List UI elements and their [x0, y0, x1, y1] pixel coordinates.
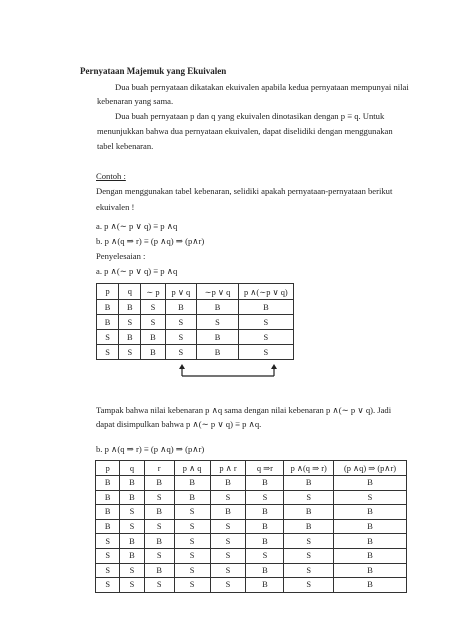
- table-cell: S: [197, 315, 238, 330]
- table-cell: S: [96, 563, 120, 578]
- table-cell: B: [141, 345, 165, 360]
- table-cell: S: [284, 534, 334, 549]
- table-cell: B: [120, 490, 144, 505]
- table-cell: B: [334, 505, 407, 520]
- table-cell: S: [120, 505, 144, 520]
- table-cell: S: [144, 578, 174, 593]
- paragraph-2-line-1: Dua buah pernyataan p dan q yang ekuivalen dinotasikan dengan p ≡ q. Untuk: [115, 111, 385, 121]
- table-cell: S: [144, 548, 174, 563]
- table-cell: S: [284, 490, 334, 505]
- table-cell: S: [96, 534, 120, 549]
- table-cell: B: [96, 505, 120, 520]
- table-header-row: [97, 284, 294, 300]
- table-header-cell: p: [97, 284, 119, 300]
- table-cell: S: [334, 490, 407, 505]
- table-cell: B: [197, 300, 238, 315]
- table-cell: B: [210, 505, 246, 520]
- table-row: [96, 519, 407, 534]
- table-cell: S: [119, 345, 141, 360]
- table-row: [96, 563, 407, 578]
- table-header-cell: ∼p ∨ q: [197, 284, 238, 300]
- table-header-cell: p ∧(∼p ∨ q): [238, 284, 293, 300]
- table-cell: B: [334, 563, 407, 578]
- table-cell: S: [141, 300, 165, 315]
- table-header-row: [96, 461, 407, 476]
- truth-table-b: [95, 460, 407, 593]
- table-cell: S: [165, 330, 197, 345]
- table-cell: B: [284, 519, 334, 534]
- table-cell: S: [284, 563, 334, 578]
- table-cell: B: [97, 315, 119, 330]
- table-header-cell: r: [144, 461, 174, 476]
- table-cell: B: [120, 476, 144, 491]
- table-cell: B: [334, 519, 407, 534]
- table-cell: S: [238, 345, 293, 360]
- table-row: [96, 548, 407, 563]
- table-header-cell: p: [96, 461, 120, 476]
- table-cell: B: [141, 330, 165, 345]
- table-cell: B: [197, 330, 238, 345]
- table-row: [97, 330, 294, 345]
- table-cell: B: [334, 548, 407, 563]
- paragraph-2-line-2: menunjukkan bahwa dua pernyataan ekuivalen, dapat diselidiki dengan menggunakan: [97, 126, 393, 136]
- table-cell: B: [334, 476, 407, 491]
- table-cell: B: [96, 519, 120, 534]
- table-cell: S: [210, 519, 246, 534]
- table-cell: B: [144, 563, 174, 578]
- table-row: [96, 476, 407, 491]
- table-cell: S: [284, 578, 334, 593]
- example-intro-line-2: ekuivalen !: [96, 202, 135, 212]
- table-cell: B: [246, 519, 284, 534]
- table-cell: S: [246, 490, 284, 505]
- table-cell: B: [246, 534, 284, 549]
- table-cell: S: [174, 534, 210, 549]
- example-item-b: b. p ∧(q ⇒ r) ≡ (p ∧q) ⇒ (p∧r): [96, 236, 205, 246]
- table-row: [96, 534, 407, 549]
- table-cell: B: [119, 300, 141, 315]
- table-cell: B: [119, 330, 141, 345]
- table-cell: B: [144, 505, 174, 520]
- table-cell: B: [197, 345, 238, 360]
- table-header-cell: q ⇒r: [246, 461, 284, 476]
- table-cell: B: [284, 476, 334, 491]
- table-cell: S: [210, 548, 246, 563]
- table-cell: S: [97, 345, 119, 360]
- table-row: [96, 490, 407, 505]
- table-row: [97, 300, 294, 315]
- table-cell: S: [96, 548, 120, 563]
- table-cell: B: [144, 534, 174, 549]
- table-header-cell: ∼ p: [141, 284, 165, 300]
- table-cell: B: [246, 578, 284, 593]
- solution-a-statement: a. p ∧(∼ p ∨ q) ≡ p ∧q: [96, 266, 178, 276]
- table-cell: S: [174, 519, 210, 534]
- table-cell: B: [246, 505, 284, 520]
- table-cell: B: [96, 490, 120, 505]
- table-cell: B: [144, 476, 174, 491]
- table-cell: B: [165, 300, 197, 315]
- table-cell: S: [210, 563, 246, 578]
- table-cell: S: [165, 315, 197, 330]
- table-cell: B: [120, 548, 144, 563]
- example-item-a: a. p ∧(∼ p ∨ q) ≡ p ∧q: [96, 221, 178, 231]
- table-header-cell: q: [120, 461, 144, 476]
- table-cell: S: [210, 534, 246, 549]
- table-cell: S: [144, 519, 174, 534]
- example-intro-line-1: Dengan menggunakan tabel kebenaran, selidiki apakah pernyataan-pernyataan berikut: [96, 186, 393, 196]
- table-header-cell: q: [119, 284, 141, 300]
- table-cell: S: [174, 548, 210, 563]
- table-cell: S: [141, 315, 165, 330]
- table-cell: B: [284, 505, 334, 520]
- conclusion-line-1: Tampak bahwa nilai kebenaran p ∧q sama dengan nilai kebenaran p ∧(∼ p ∨ q). Jadi: [96, 405, 392, 415]
- table-header-cell: p ∧ q: [174, 461, 210, 476]
- comparison-arrow-icon: [178, 364, 278, 378]
- table-cell: S: [97, 330, 119, 345]
- section-title: Pernyataan Majemuk yang Ekuivalen: [80, 66, 227, 76]
- paragraph-1-line-1: Dua buah pernyataan dikatakan ekuivalen apabila kedua pernyataan mempunyai nilai: [115, 82, 409, 92]
- table-cell: S: [96, 578, 120, 593]
- table-cell: S: [238, 330, 293, 345]
- table-cell: S: [284, 548, 334, 563]
- table-cell: S: [120, 563, 144, 578]
- paragraph-2-line-3: tabel kebenaran.: [97, 141, 154, 151]
- table-row: [96, 578, 407, 593]
- table-cell: B: [120, 534, 144, 549]
- table-cell: S: [120, 519, 144, 534]
- table-cell: S: [174, 563, 210, 578]
- table-cell: B: [174, 490, 210, 505]
- table-cell: S: [165, 345, 197, 360]
- table-header-cell: (p ∧q) ⇒ (p∧r): [334, 461, 407, 476]
- table-header-cell: p ∧ r: [210, 461, 246, 476]
- table-row: [97, 345, 294, 360]
- table-header-cell: p ∧(q ⇒ r): [284, 461, 334, 476]
- table-cell: B: [246, 476, 284, 491]
- table-cell: B: [334, 578, 407, 593]
- table-cell: S: [210, 578, 246, 593]
- table-row: [97, 315, 294, 330]
- table-cell: S: [246, 548, 284, 563]
- table-cell: S: [119, 315, 141, 330]
- table-cell: S: [174, 578, 210, 593]
- table-row: [96, 505, 407, 520]
- table-cell: S: [144, 490, 174, 505]
- truth-table-a: [96, 283, 294, 360]
- table-cell: B: [96, 476, 120, 491]
- table-cell: S: [174, 505, 210, 520]
- paragraph-1-line-2: kebenaran yang sama.: [97, 96, 174, 106]
- table-cell: B: [210, 476, 246, 491]
- table-cell: B: [238, 300, 293, 315]
- table-cell: B: [174, 476, 210, 491]
- table-cell: B: [246, 563, 284, 578]
- table-cell: B: [334, 534, 407, 549]
- table-header-cell: p ∨ q: [165, 284, 197, 300]
- solution-label: Penyelesaian :: [96, 251, 146, 261]
- table-cell: B: [97, 300, 119, 315]
- solution-b-statement: b. p ∧(q ⇒ r) ≡ (p ∧q) ⇒ (p∧r): [96, 444, 205, 454]
- table-cell: S: [120, 578, 144, 593]
- table-cell: S: [238, 315, 293, 330]
- table-cell: S: [210, 490, 246, 505]
- conclusion-line-2: dapat disimpulkan bahwa p ∧(∼ p ∨ q) ≡ p ∧q.: [96, 419, 262, 429]
- example-heading: Contoh :: [96, 171, 126, 181]
